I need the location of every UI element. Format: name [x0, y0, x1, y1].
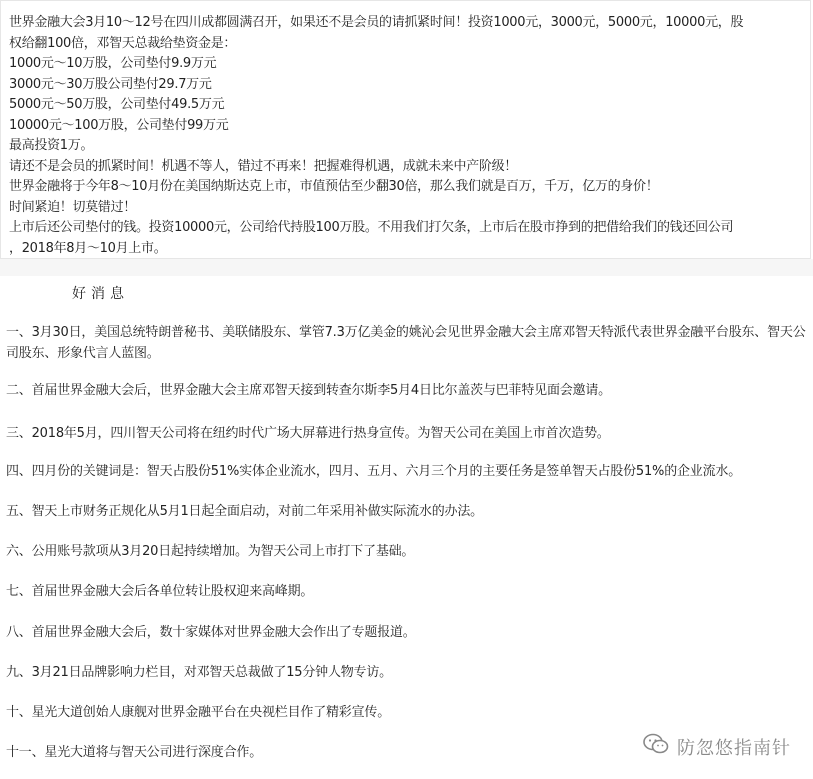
news-item: 二、首届世界金融大会后，世界金融大会主席邓智天接到转查尔斯李5月4日比尔盖茨与巴菲特见面会邀请。 — [6, 383, 611, 398]
news-item: 五、智天上市财务正规化从5月1日起全面启动，对前二年采用补做实际流水的办法。 — [6, 504, 483, 519]
top-line: ，2018年8月～10月上市。 — [9, 240, 167, 256]
news-item: 六、公用账号款项从3月20日起持续增加。为智天公司上市打下了基础。 — [6, 544, 415, 559]
news-item: 十、星光大道创始人康舰对世界金融平台在央视栏目作了精彩宣传。 — [6, 705, 391, 720]
news-item: 十一、星光大道将与智天公司进行深度合作。 — [6, 745, 263, 760]
news-item: 八、首届世界金融大会后，数十家媒体对世界金融大会作出了专题报道。 — [6, 625, 416, 640]
news-item: 一、3月30日，美国总统特朗普秘书、美联储股东、掌管7.3万亿美金的姚沁会见世界金融大会主席邓智天特派代表世界金融平台股东、智天公司股东、形象代言人蓝图。 — [6, 325, 806, 361]
top-line: 上市后还公司垫付的钱。投资10000元，公司给代持股100万股。不用我们打欠条，上市后在股市挣到的把借给我们的钱还回公司 — [9, 220, 734, 235]
top-line: 10000元～100万股，公司垫付99万元 — [9, 117, 229, 133]
wechat-icon — [643, 733, 669, 760]
watermark-text: 防忽悠指南针 — [677, 737, 791, 759]
news-item: 三、2018年5月，四川智天公司将在纽约时代广场大屏幕进行热身宣传。为智天公司在美国上市首次造势。 — [6, 426, 610, 441]
top-line: 世界金融将于今年8～10月份在美国纳斯达克上市，市值预估至少翻30倍，那么我们就是百万，千万，亿万的身价！ — [9, 179, 659, 194]
news-title: 好消息 — [72, 286, 129, 302]
news-item: 四、四月份的关键词是：智天占股份51%实体企业流水，四月、五月、六月三个月的主要任务是签单智天占股份51%的企业流水。 — [6, 464, 741, 479]
watermark — [643, 733, 791, 760]
top-line: 1000元～10万股，公司垫付9.9万元 — [9, 56, 217, 71]
top-line: 5000元～50万股，公司垫付49.5万元 — [9, 97, 225, 112]
top-line: 时间紧迫！切莫错过！ — [9, 199, 137, 215]
top-line: 最高投资1万。 — [9, 138, 94, 153]
top-line: 权给翻100倍，邓智天总裁给垫资金是： — [9, 35, 237, 51]
section-divider — [0, 259, 813, 276]
top-text-block — [0, 0, 811, 259]
news-item: 九、3月21日品牌影响力栏目，对邓智天总裁做了15分钟人物专访。 — [6, 665, 392, 680]
top-line: 世界金融大会3月10～12号在四川成都圆满召开，如果还不是会员的请抓紧时间！投资1000元，3000元，5000元，10000元，股 — [9, 15, 744, 30]
news-item: 七、首届世界金融大会后各单位转让股权迎来高峰期。 — [6, 584, 314, 599]
top-line: 请还不是会员的抓紧时间！机遇不等人，错过不再来！把握难得机遇，成就未来中产阶级！ — [9, 158, 518, 174]
top-line: 3000元～30万股公司垫付29.7万元 — [9, 76, 212, 92]
